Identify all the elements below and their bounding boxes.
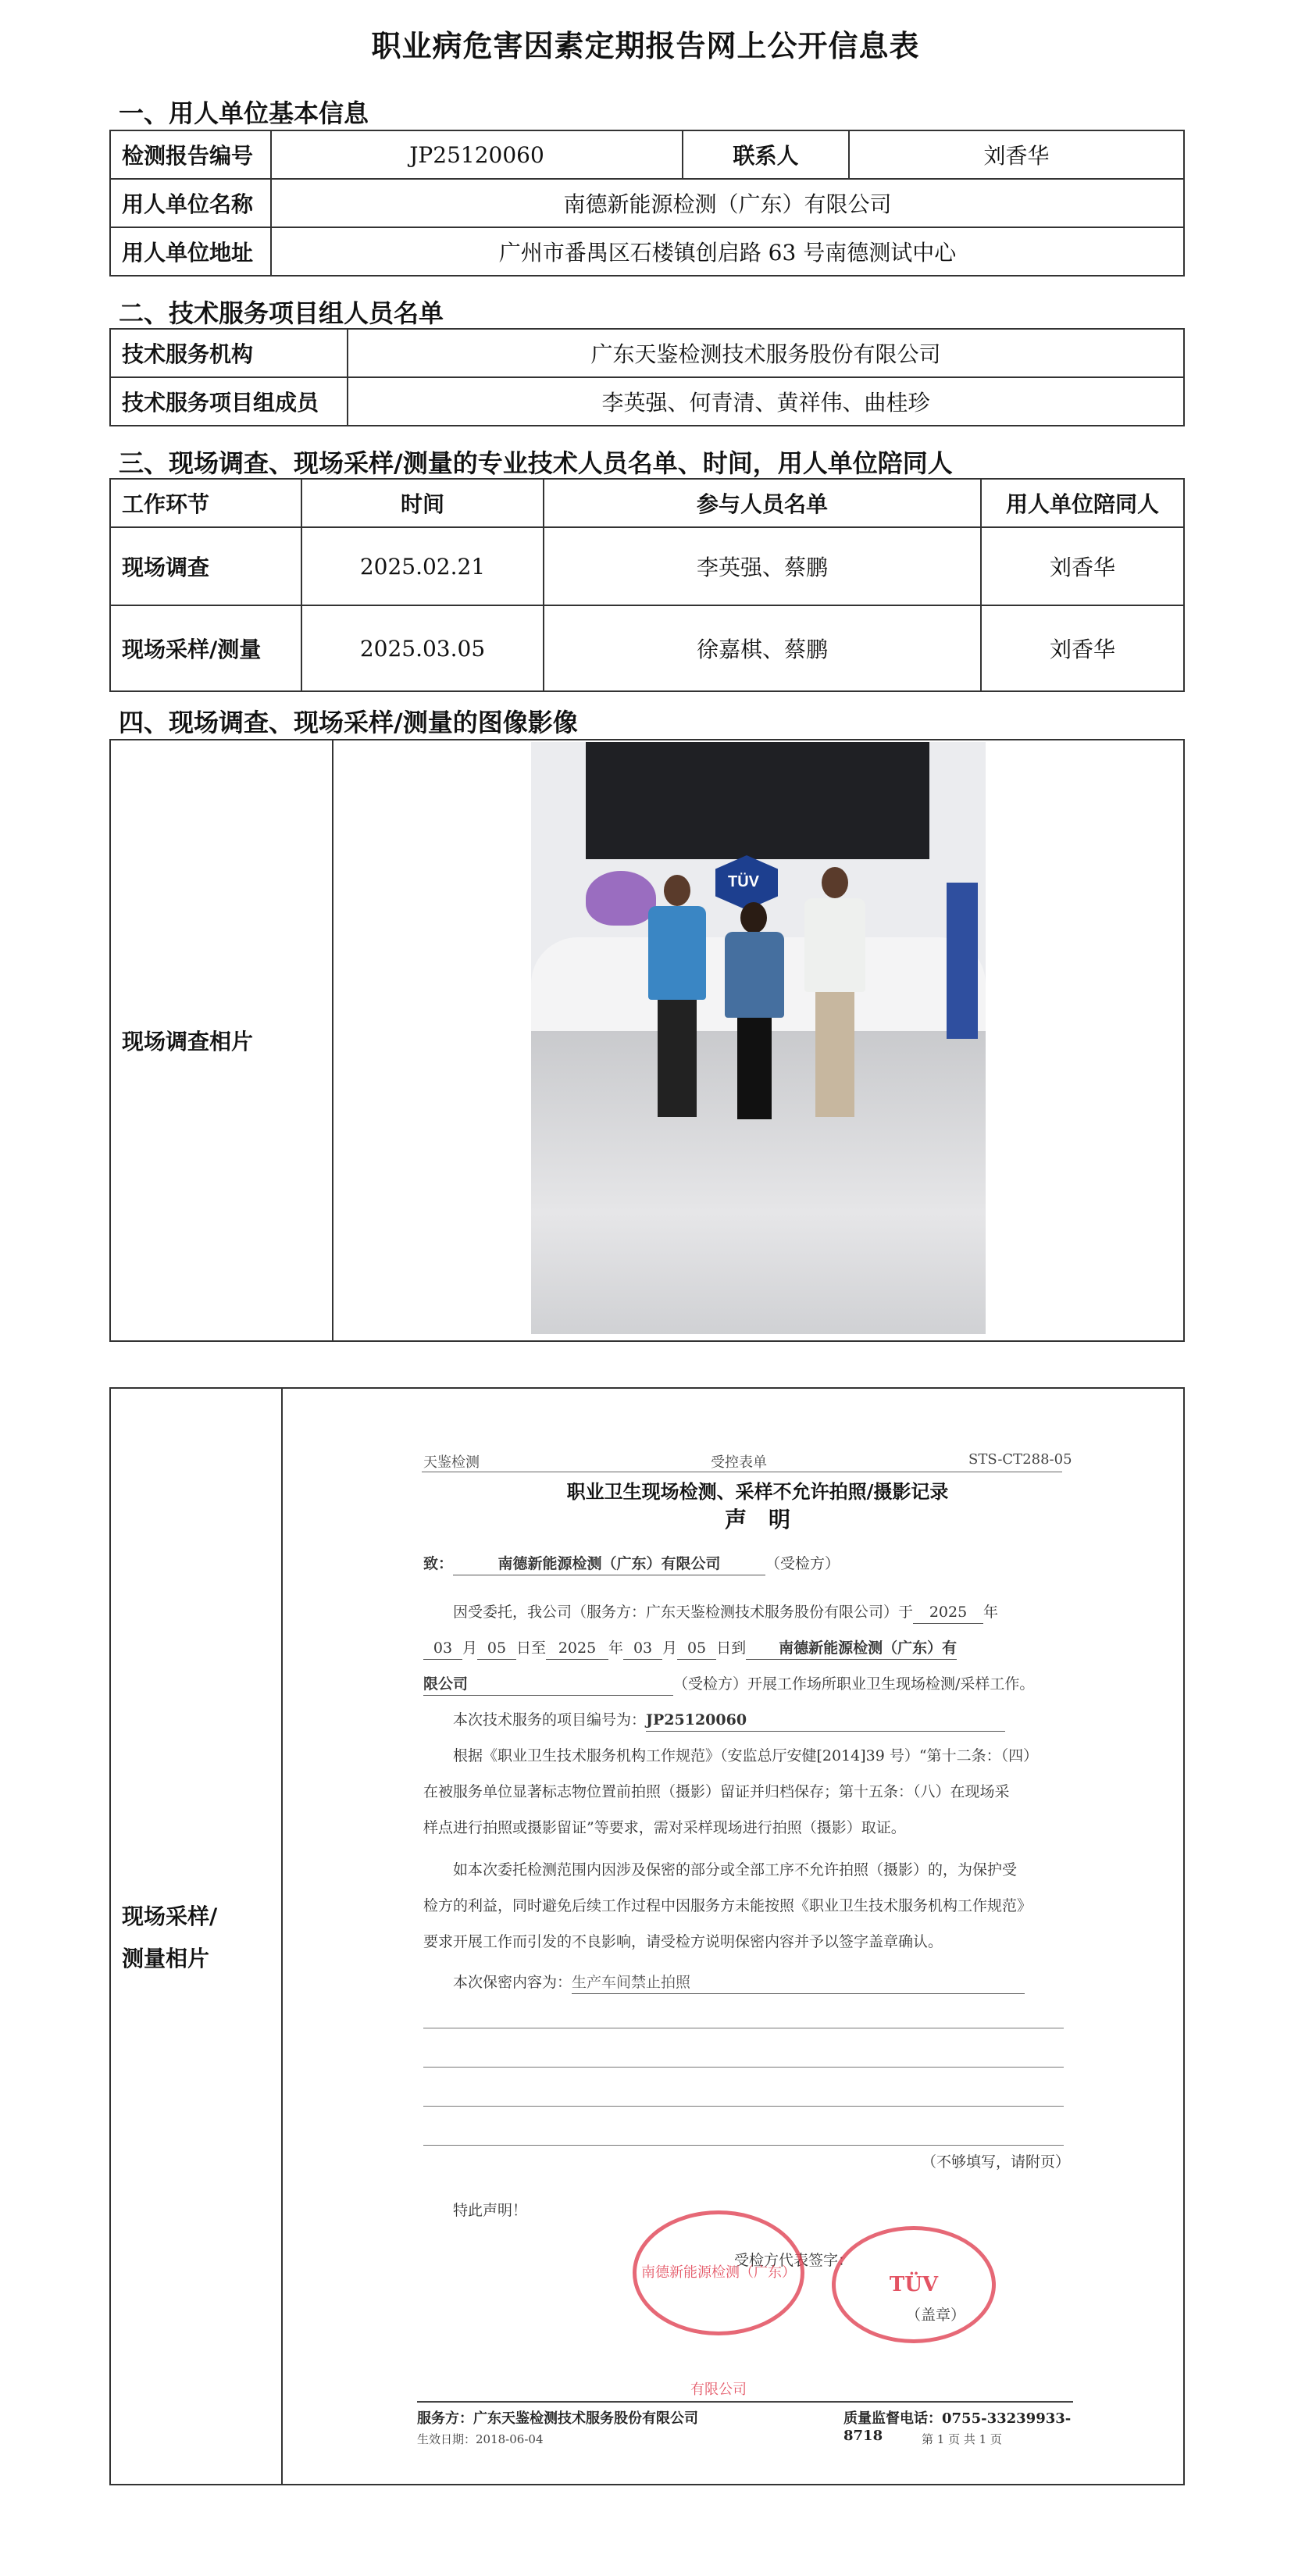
doc-page-number: 第 1 页 共 1 页 bbox=[922, 2432, 1002, 2446]
doc-seal-note: （盖章） bbox=[906, 2307, 966, 2324]
escort: 刘香华 bbox=[981, 527, 1184, 605]
orchid-icon bbox=[586, 871, 656, 926]
doc-para-1c: 限公司 （受检方）开展工作场所职业卫生现场检测/采样工作。 bbox=[423, 1673, 1034, 1696]
doc-para-6: 如本次委托检测范围内因涉及保密的部分或全部工序不允许拍照（摄影）的，为保护受 bbox=[453, 1861, 1018, 1878]
team-table bbox=[109, 328, 1185, 426]
doc-para-9: 本次保密内容为：生产车间禁止拍照 bbox=[453, 1971, 1025, 1994]
photo-screen bbox=[586, 742, 929, 859]
date: 2025.03.05 bbox=[301, 605, 544, 691]
doc-effective-date: 生效日期：2018-06-04 bbox=[417, 2432, 544, 2446]
header-people: 参与人员名单 bbox=[544, 479, 981, 527]
header-date: 时间 bbox=[301, 479, 544, 527]
doc-note: （不够填写，请附页） bbox=[922, 2153, 1071, 2171]
photo-kiosk bbox=[947, 883, 978, 1039]
report-no: JP25120060 bbox=[271, 130, 683, 179]
doc-para-3: 根据《职业卫生技术服务机构工作规范》（安监总厅安健[2014]39 号）“第十二条：（四） bbox=[453, 1747, 1039, 1764]
report-no-label: 检测报告编号 bbox=[110, 130, 271, 179]
doc-header-left: 天鉴检测 bbox=[423, 1454, 480, 1471]
table-row bbox=[110, 130, 1184, 179]
contact-label: 联系人 bbox=[683, 130, 849, 179]
survey-photo-label: 现场调查相片 bbox=[110, 740, 333, 1341]
doc-title: 职业卫生现场检测、采样不允许拍照/摄影记录 bbox=[566, 1480, 949, 1503]
company-seal-stamp: 南德新能源检测（广东）有限公司 bbox=[633, 2210, 804, 2335]
doc-to: 致： 南德新能源检测（广东）有限公司 （受检方） bbox=[423, 1553, 840, 1575]
section-1-heading: 一、用人单位基本信息 bbox=[119, 98, 369, 128]
stage: 现场采样/测量 bbox=[110, 605, 301, 691]
header-stage: 工作环节 bbox=[110, 479, 301, 527]
people: 徐嘉棋、蔡鹏 bbox=[544, 605, 981, 691]
page-title: 职业病危害因素定期报告网上公开信息表 bbox=[371, 28, 920, 63]
table-row bbox=[110, 377, 1184, 426]
unit-addr-label: 用人单位地址 bbox=[110, 227, 271, 276]
table-row bbox=[110, 179, 1184, 227]
basic-info-table bbox=[109, 130, 1185, 277]
escort: 刘香华 bbox=[981, 605, 1184, 691]
doc-para-8: 要求开展工作而引发的不良影响，请受检方说明保密内容并予以签字盖章确认。 bbox=[423, 1933, 943, 1950]
section-4-heading: 四、现场调查、现场采样/测量的图像影像 bbox=[119, 708, 578, 737]
section-3-heading: 三、现场调查、现场采样/测量的专业技术人员名单、时间，用人单位陪同人 bbox=[119, 448, 953, 478]
doc-header-right: STS-CT288-05 bbox=[968, 1451, 1072, 1468]
unit-addr: 广州市番禺区石楼镇创启路 63 号南德测试中心 bbox=[271, 227, 1184, 276]
members: 李英强、何青清、黄祥伟、曲桂珍 bbox=[348, 377, 1184, 426]
unit-name-label: 用人单位名称 bbox=[110, 179, 271, 227]
people: 李英强、蔡鹏 bbox=[544, 527, 981, 605]
doc-para-1b: 03 月 05 日至 2025 年 03 月 05 日到 南德新能源检测（广东）有 bbox=[423, 1637, 957, 1660]
table-row bbox=[110, 329, 1184, 377]
table-row bbox=[110, 527, 1184, 605]
photo-logo-text: TÜV bbox=[728, 873, 759, 890]
doc-header-mid: 受控表单 bbox=[711, 1454, 767, 1471]
doc-subtitle: 声 明 bbox=[724, 1507, 790, 1532]
schedule-table bbox=[109, 478, 1185, 692]
doc-para-4: 在被服务单位显著标志物位置前拍照（摄影）留证并归档保存；第十五条：（八）在现场采 bbox=[423, 1783, 1010, 1800]
doc-declare: 特此声明！ bbox=[453, 2202, 528, 2219]
members-label: 技术服务项目组成员 bbox=[110, 377, 348, 426]
doc-footer-right: 质量监督电话：0755-33239933-8718 bbox=[843, 2410, 1072, 2444]
sampling-label-line2: 测量相片 bbox=[122, 1946, 210, 1971]
survey-photo bbox=[531, 742, 986, 1334]
unit-name: 南德新能源检测（广东）有限公司 bbox=[271, 179, 1184, 227]
table-header-row bbox=[110, 479, 1184, 527]
stage: 现场调查 bbox=[110, 527, 301, 605]
date: 2025.02.21 bbox=[301, 527, 544, 605]
org-label: 技术服务机构 bbox=[110, 329, 348, 377]
sampling-label-line1: 现场采样/ bbox=[122, 1903, 218, 1929]
contact: 刘香华 bbox=[849, 130, 1184, 179]
org: 广东天鉴检测技术服务股份有限公司 bbox=[348, 329, 1184, 377]
doc-footer-left: 服务方：广东天鉴检测技术服务股份有限公司 bbox=[417, 2410, 698, 2427]
table-row bbox=[110, 605, 1184, 691]
section-2-heading: 二、技术服务项目组人员名单 bbox=[119, 298, 444, 328]
header-escort: 用人单位陪同人 bbox=[981, 479, 1184, 527]
table-row bbox=[110, 227, 1184, 276]
tuv-seal-stamp: TÜV bbox=[832, 2226, 996, 2343]
declaration-document bbox=[406, 1437, 1109, 2453]
sampling-photo-label bbox=[110, 1388, 282, 2485]
doc-para-2: 本次技术服务的项目编号为：JP25120060 bbox=[453, 1709, 1005, 1732]
doc-para-1: 因受委托，我公司（服务方：广东天鉴检测技术服务股份有限公司）于 2025 年 bbox=[453, 1601, 998, 1624]
doc-para-7: 检方的利益，同时避免后续工作过程中因服务方未能按照《职业卫生技术服务机构工作规范》 bbox=[423, 1897, 1032, 1914]
doc-para-5: 样点进行拍照或摄影留证”等要求，需对采样现场进行拍照（摄影）取证。 bbox=[423, 1819, 906, 1836]
doc-sign: 受检方代表签字： bbox=[734, 2252, 854, 2269]
